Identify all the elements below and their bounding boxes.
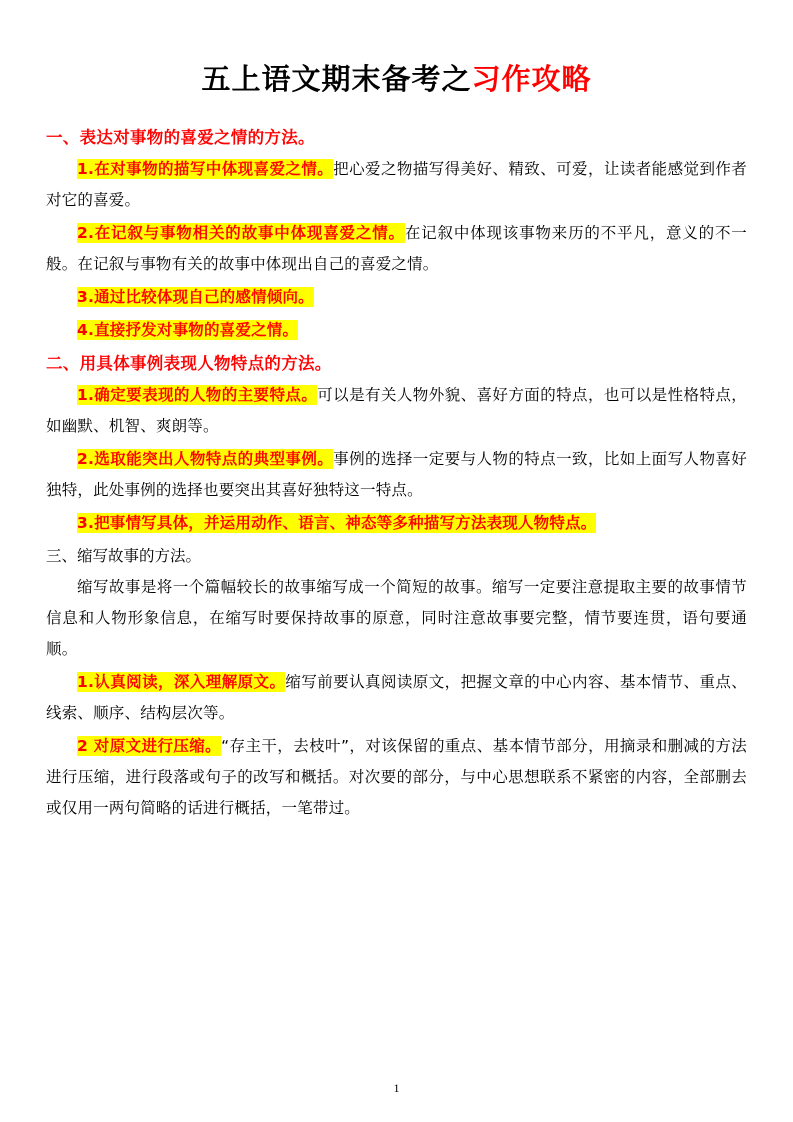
section-1-item-2	[46, 218, 747, 280]
section-2-item-3	[46, 508, 747, 539]
highlight-text: 1.认真阅读，深入理解原文。	[77, 673, 286, 692]
page-title	[46, 62, 747, 100]
section-1-item-1	[46, 154, 747, 216]
section-heading-3: 三、缩写故事的方法。	[46, 547, 202, 566]
section-heading-2: 二、用具体事例表现人物特点的方法。	[46, 353, 332, 373]
page-title-accent: 习作攻略	[471, 64, 592, 96]
section-1-item-3	[46, 282, 747, 313]
section-2-item-1	[46, 380, 747, 442]
body-text: 事例的选择一定要与人物的特点一致，比如上面写人物喜好独特，此处事例的选择也要突出其喜好独特这一特点。	[46, 450, 747, 500]
highlight-text: 1.在对事物的描写中体现喜爱之情。	[77, 159, 334, 178]
highlight-text: 1.确定要表现的人物的主要特点。	[77, 386, 318, 405]
section-3-intro: 缩写故事是将一个篇幅较长的故事缩写成一个简短的故事。缩写一定要注意提取主要的故事情节信息和人物形象信息，在缩写时要保持故事的原意，同时注意故事要完整，情节要连贯，语句要通顺。	[46, 578, 747, 659]
body-text: 在记叙中体现该事物来历的不平凡，意义的不一般。在记叙与事物有关的故事中体现出自己的喜爱之情。	[46, 223, 748, 273]
section-1-item-4	[46, 315, 747, 346]
body-text: 把心爱之物描写得美好、精致、可爱，让读者能感觉到作者对它的喜爱。	[46, 159, 747, 209]
highlight-text: 4.直接抒发对事物的喜爱之情。	[77, 320, 299, 339]
page-title-main: 五上语文期末备考之	[201, 64, 472, 96]
highlight-text: 2 对原文进行压缩。	[77, 737, 222, 756]
section-2-item-2	[46, 444, 747, 506]
body-text: 缩写前要认真阅读原文，把握文章的中心内容、基本情节、重点、线索、顺序、结构层次等。	[46, 673, 747, 723]
body-text: 可以是有关人物外貌、喜好方面的特点，也可以是性格特点，如幽默、机智、爽朗等。	[46, 386, 747, 436]
section-heading-1: 一、表达对事物的喜爱之情的方法。	[46, 127, 315, 147]
section-3-item-1	[46, 667, 747, 729]
section-3-item-2	[46, 731, 747, 824]
highlight-text: 2.在记叙与事物相关的故事中体现喜爱之情。	[77, 223, 405, 242]
page-number: 1	[393, 1081, 400, 1095]
highlight-text: 2.选取能突出人物特点的典型事例。	[77, 450, 334, 469]
highlight-text: 3.把事情写具体，并运用动作、语言、神态等多种描写方法表现人物特点。	[77, 514, 597, 533]
highlight-text: 3.通过比较体现自己的感情倾向。	[77, 287, 314, 306]
body-text: “存主干，去枝叶”，对该保留的重点、基本情节部分，用摘录和删减的方法进行压缩，进行段落或句子的改写和概括。对次要的部分，与中心思想联系不紧密的内容，全部删去或仅用一两句简略的话进行概括，一笔带过。	[46, 737, 747, 818]
